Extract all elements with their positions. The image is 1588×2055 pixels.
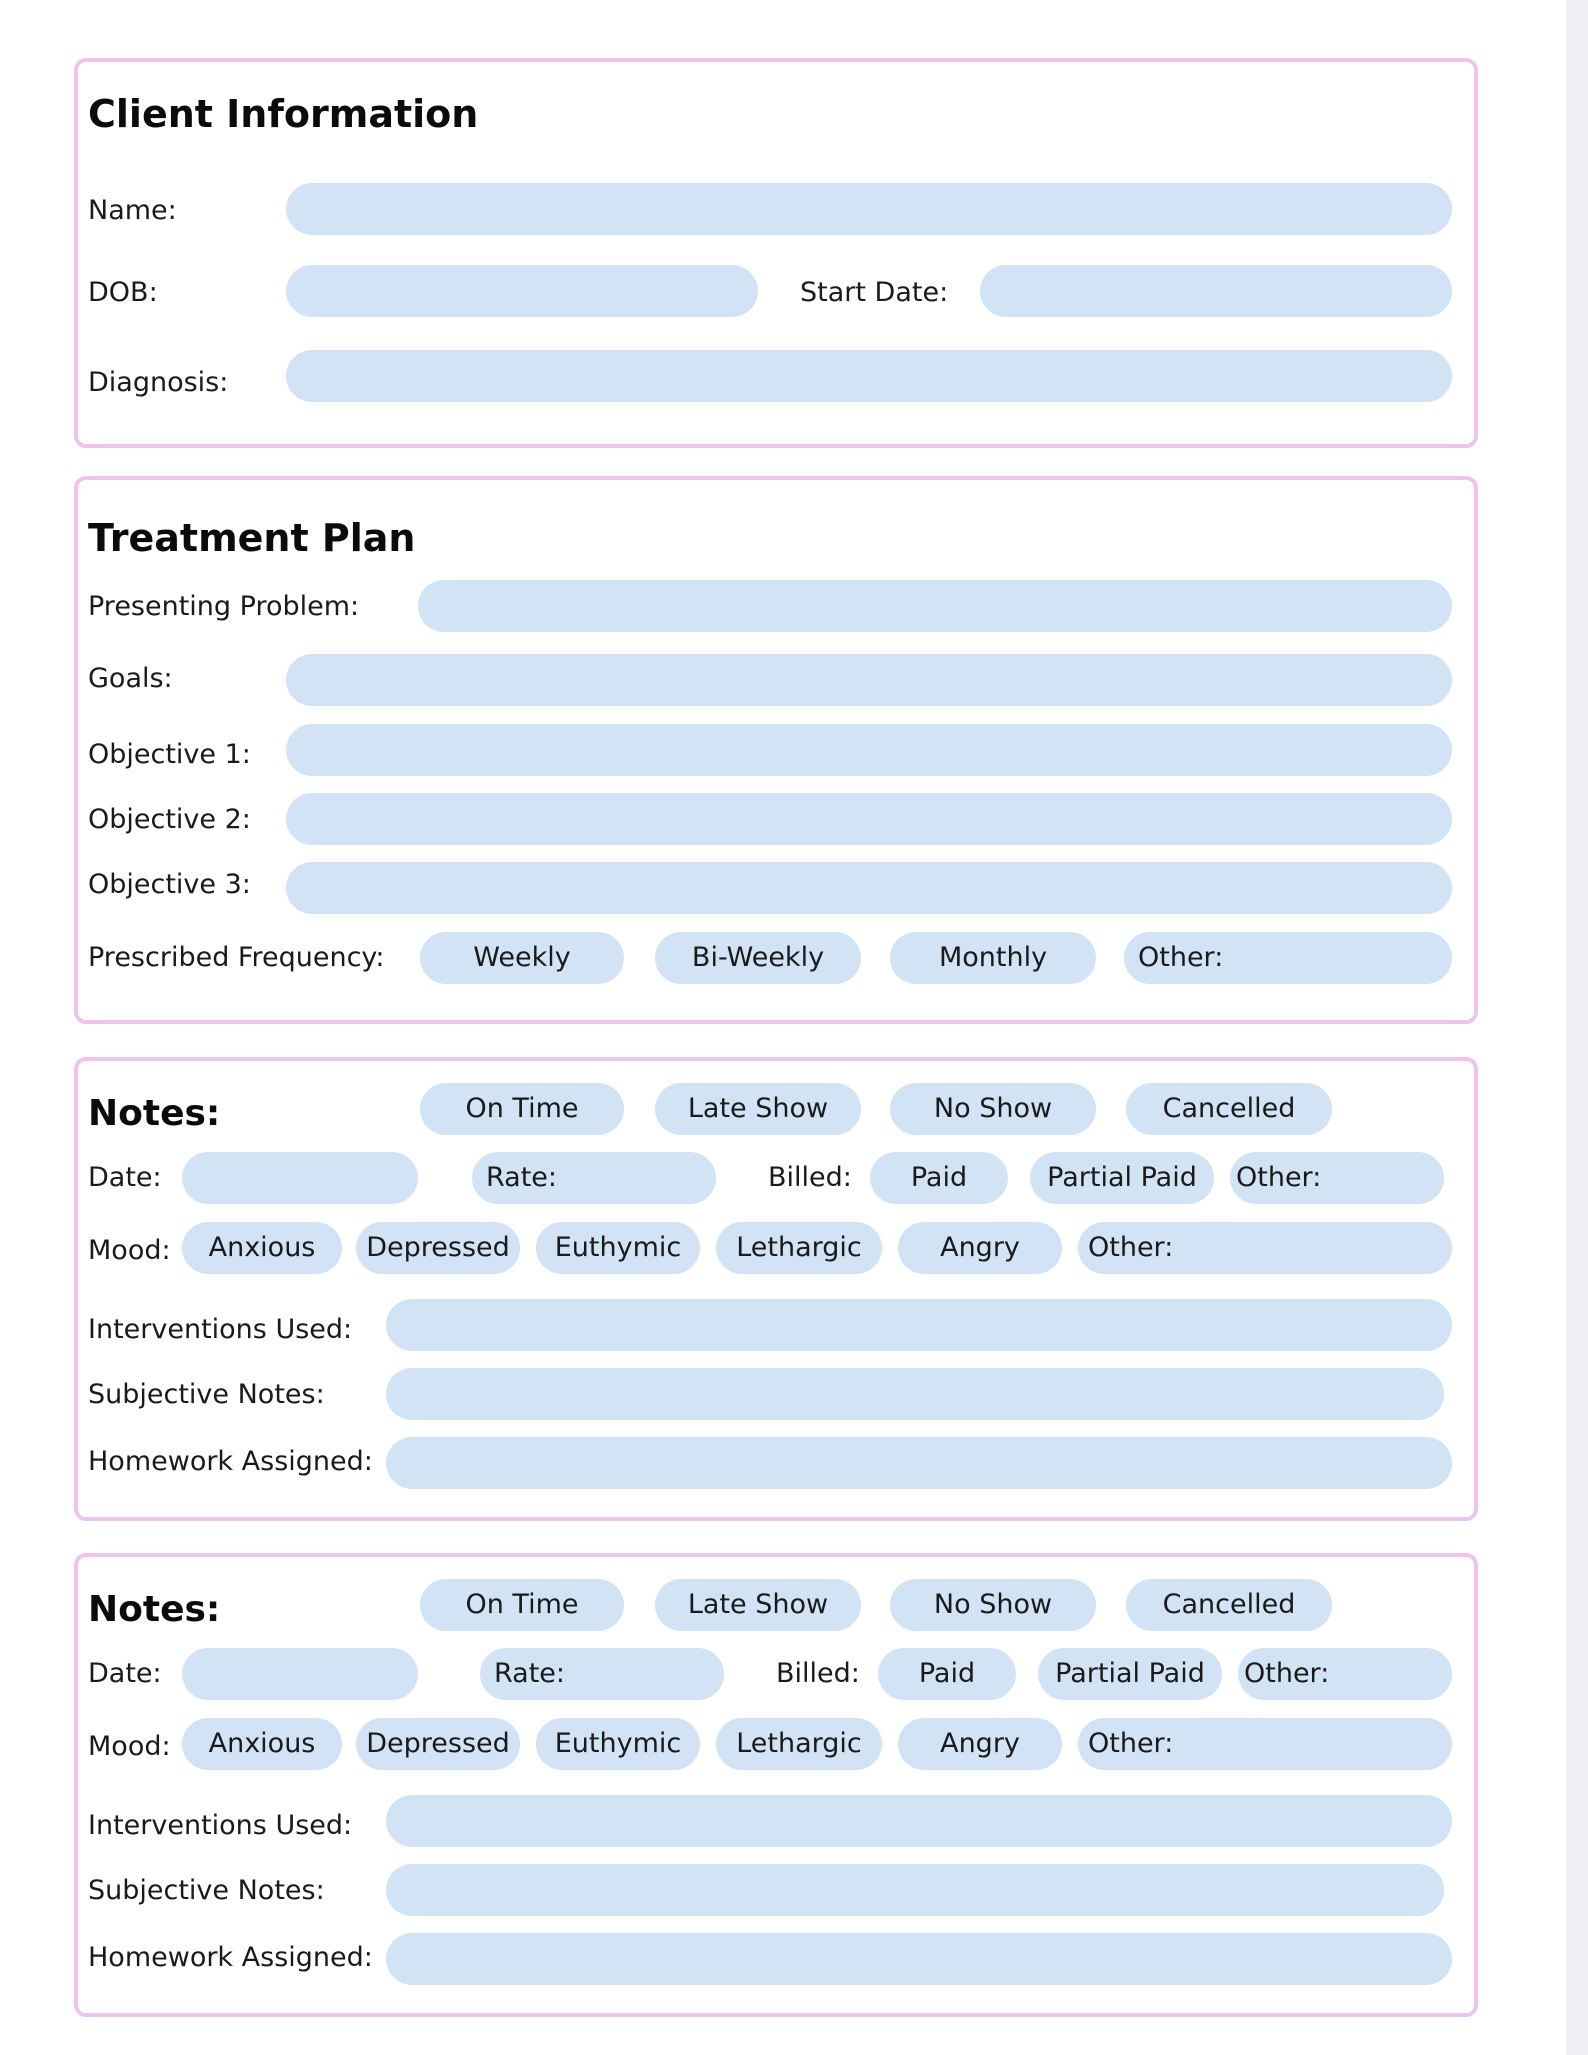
frequency-biweekly-option[interactable]: Bi-Weekly [655, 932, 861, 984]
mood-angry-option[interactable]: Angry [898, 1222, 1062, 1274]
subjective-notes-label: Subjective Notes: [88, 1379, 325, 1410]
presenting-problem-label: Presenting Problem: [88, 591, 360, 622]
mood-anxious-option[interactable]: Anxious [182, 1222, 342, 1274]
mood-lethargic-option[interactable]: Lethargic [716, 1718, 882, 1770]
rate-field[interactable]: Rate: [472, 1152, 716, 1204]
objective-1-field[interactable] [286, 724, 1452, 776]
prescribed-frequency-label: Prescribed Frequency: [88, 942, 385, 973]
start-date-field[interactable] [980, 265, 1452, 317]
billed-paid-option[interactable]: Paid [870, 1152, 1008, 1204]
interventions-used-label: Interventions Used: [88, 1314, 353, 1345]
mood-label: Mood: [88, 1235, 171, 1266]
mood-angry-option[interactable]: Angry [898, 1718, 1062, 1770]
mood-euthymic-option[interactable]: Euthymic [536, 1718, 700, 1770]
attendance-cancelled-option[interactable]: Cancelled [1126, 1083, 1332, 1135]
page-edge [1566, 0, 1588, 2055]
subjective-notes-label: Subjective Notes: [88, 1875, 325, 1906]
date-label: Date: [88, 1658, 162, 1689]
diagnosis-field[interactable] [286, 350, 1452, 402]
objective-3-label: Objective 3: [88, 869, 251, 900]
frequency-other-option[interactable]: Other: [1124, 932, 1452, 984]
date-field[interactable] [182, 1648, 418, 1700]
start-date-label: Start Date: [800, 277, 949, 308]
frequency-monthly-option[interactable]: Monthly [890, 932, 1096, 984]
objective-3-field[interactable] [286, 862, 1452, 914]
attendance-on-time-option[interactable]: On Time [420, 1083, 624, 1135]
mood-other-option[interactable]: Other: [1078, 1718, 1452, 1770]
mood-euthymic-option[interactable]: Euthymic [536, 1222, 700, 1274]
mood-anxious-option[interactable]: Anxious [182, 1718, 342, 1770]
billed-other-option[interactable]: Other: [1238, 1648, 1452, 1700]
attendance-no-show-option[interactable]: No Show [890, 1083, 1096, 1135]
dob-label: DOB: [88, 277, 158, 308]
date-field[interactable] [182, 1152, 418, 1204]
attendance-on-time-option[interactable]: On Time [420, 1579, 624, 1631]
homework-assigned-field[interactable] [386, 1437, 1452, 1489]
subjective-notes-field[interactable] [386, 1368, 1444, 1420]
rate-field[interactable]: Rate: [480, 1648, 724, 1700]
billed-other-option[interactable]: Other: [1230, 1152, 1444, 1204]
date-label: Date: [88, 1162, 162, 1193]
name-field[interactable] [286, 183, 1452, 235]
objective-2-label: Objective 2: [88, 804, 251, 835]
attendance-late-show-option[interactable]: Late Show [655, 1083, 861, 1135]
billed-label: Billed: [776, 1658, 860, 1689]
presenting-problem-field[interactable] [418, 580, 1452, 632]
mood-label: Mood: [88, 1731, 171, 1762]
interventions-used-field[interactable] [386, 1299, 1452, 1351]
name-label: Name: [88, 195, 177, 226]
diagnosis-label: Diagnosis: [88, 367, 229, 398]
notes-title: Notes: [88, 1589, 221, 1630]
homework-assigned-label: Homework Assigned: [88, 1942, 373, 1973]
interventions-used-label: Interventions Used: [88, 1810, 353, 1841]
goals-field[interactable] [286, 654, 1452, 706]
mood-depressed-option[interactable]: Depressed [356, 1222, 520, 1274]
treatment-plan-title: Treatment Plan [88, 516, 416, 560]
objective-1-label: Objective 1: [88, 739, 251, 770]
mood-lethargic-option[interactable]: Lethargic [716, 1222, 882, 1274]
interventions-used-field[interactable] [386, 1795, 1452, 1847]
mood-depressed-option[interactable]: Depressed [356, 1718, 520, 1770]
notes-title: Notes: [88, 1093, 221, 1134]
mood-other-option[interactable]: Other: [1078, 1222, 1452, 1274]
attendance-no-show-option[interactable]: No Show [890, 1579, 1096, 1631]
dob-field[interactable] [286, 265, 758, 317]
billed-partial-paid-option[interactable]: Partial Paid [1038, 1648, 1222, 1700]
attendance-cancelled-option[interactable]: Cancelled [1126, 1579, 1332, 1631]
frequency-weekly-option[interactable]: Weekly [420, 932, 624, 984]
subjective-notes-field[interactable] [386, 1864, 1444, 1916]
homework-assigned-field[interactable] [386, 1933, 1452, 1985]
goals-label: Goals: [88, 663, 173, 694]
billed-paid-option[interactable]: Paid [878, 1648, 1016, 1700]
billed-partial-paid-option[interactable]: Partial Paid [1030, 1152, 1214, 1204]
billed-label: Billed: [768, 1162, 852, 1193]
objective-2-field[interactable] [286, 793, 1452, 845]
attendance-late-show-option[interactable]: Late Show [655, 1579, 861, 1631]
client-information-title: Client Information [88, 92, 479, 136]
homework-assigned-label: Homework Assigned: [88, 1446, 373, 1477]
